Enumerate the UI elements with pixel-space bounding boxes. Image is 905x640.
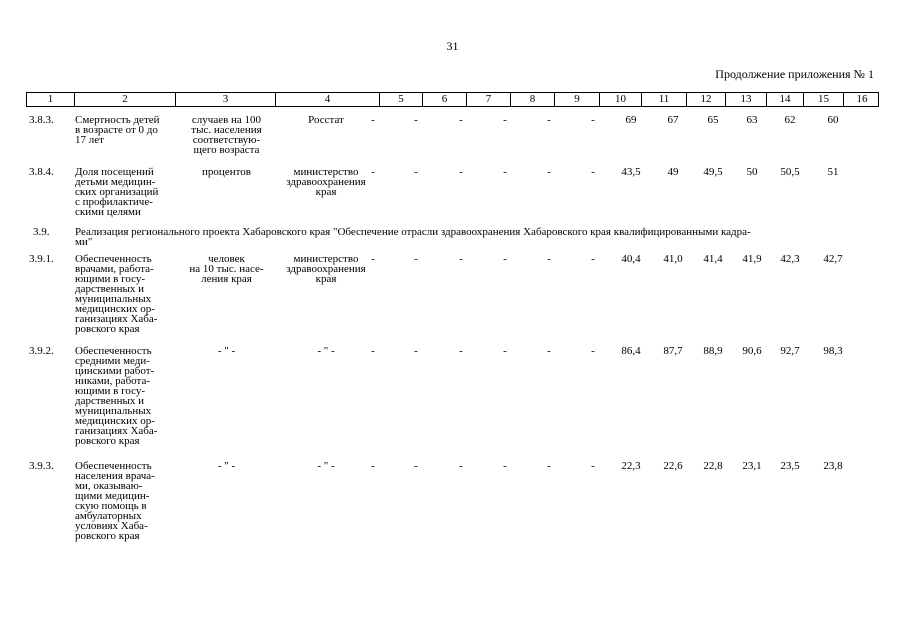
cell-line: края bbox=[315, 273, 337, 285]
cell-line: соответствую- bbox=[192, 134, 261, 146]
value-cell-col-7: - bbox=[459, 166, 463, 178]
value-cell-col-15: 50,5 bbox=[780, 166, 800, 178]
header-cell-3: 3 bbox=[175, 93, 275, 106]
value-cell-col-14: 41,9 bbox=[742, 253, 762, 265]
header-cell-7: 7 bbox=[466, 93, 510, 106]
cell-line: медицинских ор- bbox=[75, 303, 155, 315]
value-cell-col-14: 50 bbox=[746, 166, 758, 178]
header-cell-12: 12 bbox=[686, 93, 725, 106]
cell-line: ровского края bbox=[75, 435, 140, 447]
value-cell-col-12: 41,0 bbox=[663, 253, 683, 265]
cell-line: ми, оказываю- bbox=[75, 480, 143, 492]
section-number: 3.9. bbox=[33, 226, 50, 238]
cell-line: тыс. населения bbox=[191, 124, 262, 136]
header-cell-16: 16 bbox=[843, 93, 880, 106]
cell-line: ских организаций bbox=[75, 186, 159, 198]
value-cell-col-14: 63 bbox=[746, 114, 758, 126]
value-cell-col-6: - bbox=[414, 253, 418, 265]
header-cell-9: 9 bbox=[554, 93, 599, 106]
header-cell-8: 8 bbox=[510, 93, 554, 106]
cell-line: амбулаторных bbox=[75, 510, 142, 522]
indicator-name bbox=[74, 346, 174, 446]
value-cell-col-9: - bbox=[547, 114, 551, 126]
section-title-line: Реализация регионального проекта Хабаровского края "Обеспечение отрасли здравоохранения Хабаровского края квалифицированными кадра- bbox=[75, 226, 751, 238]
value-cell-col-8: - bbox=[503, 345, 507, 357]
value-cell-col-15: 42,3 bbox=[780, 253, 800, 265]
cell-line: ющими в госу- bbox=[75, 385, 146, 397]
value-cell-col-16: 60 bbox=[827, 114, 839, 126]
section-title bbox=[75, 227, 875, 247]
value-cell-col-12: 87,7 bbox=[663, 345, 683, 357]
cell-line: здравоохранения bbox=[286, 263, 366, 275]
cell-line: ровского края bbox=[75, 323, 140, 335]
cell-line: дарственных и bbox=[75, 283, 144, 295]
cell-line: здравоохранения bbox=[286, 176, 366, 188]
cell-line: муниципальных bbox=[75, 405, 152, 417]
row-number: 3.8.4. bbox=[29, 166, 54, 178]
cell-line: щего возраста bbox=[193, 144, 260, 156]
cell-line: Доля посещений bbox=[75, 166, 154, 178]
cell-line: ганизациях Хаба- bbox=[75, 313, 158, 325]
cell-line: ганизациях Хаба- bbox=[75, 425, 158, 437]
value-cell-col-9: - bbox=[547, 345, 551, 357]
header-cell-2: 2 bbox=[74, 93, 175, 106]
cell-line: детьми медицин- bbox=[75, 176, 156, 188]
cell-line: случаев на 100 bbox=[191, 114, 262, 126]
value-cell-col-10: - bbox=[591, 460, 595, 472]
value-cell-col-6: - bbox=[414, 166, 418, 178]
unit-of-measure bbox=[179, 461, 274, 471]
value-cell-col-6: - bbox=[414, 345, 418, 357]
cell-line: Обеспеченность bbox=[75, 460, 152, 472]
value-cell-col-16: 42,7 bbox=[823, 253, 843, 265]
cell-line: министерство bbox=[293, 253, 359, 265]
value-cell-col-6: - bbox=[414, 114, 418, 126]
cell-line: человек bbox=[208, 253, 245, 265]
value-cell-col-8: - bbox=[503, 166, 507, 178]
cell-line: - " - bbox=[217, 460, 236, 472]
unit-of-measure bbox=[179, 167, 274, 177]
header-cell-5: 5 bbox=[379, 93, 422, 106]
page-number: 31 bbox=[446, 39, 459, 53]
cell-line: Смертность детей bbox=[75, 114, 160, 126]
value-cell-col-9: - bbox=[547, 460, 551, 472]
section-title-line: ми" bbox=[75, 236, 93, 248]
header-cell-6: 6 bbox=[422, 93, 466, 106]
value-cell-col-13: 65 bbox=[707, 114, 719, 126]
cell-line: Росстат bbox=[308, 114, 344, 126]
value-cell-col-5: - bbox=[371, 460, 375, 472]
value-cell-col-11: 86,4 bbox=[621, 345, 641, 357]
value-cell-col-14: 90,6 bbox=[742, 345, 762, 357]
value-cell-col-13: 88,9 bbox=[703, 345, 723, 357]
cell-line: скую помощь в bbox=[75, 500, 147, 512]
value-cell-col-10: - bbox=[591, 166, 595, 178]
value-cell-col-5: - bbox=[371, 166, 375, 178]
value-cell-col-5: - bbox=[371, 114, 375, 126]
value-cell-col-5: - bbox=[371, 253, 375, 265]
value-cell-col-9: - bbox=[547, 166, 551, 178]
value-cell-col-6: - bbox=[414, 460, 418, 472]
value-cell-col-15: 92,7 bbox=[780, 345, 800, 357]
value-cell-col-11: 22,3 bbox=[621, 460, 641, 472]
value-cell-col-15: 62 bbox=[784, 114, 796, 126]
cell-line: - " - bbox=[217, 345, 236, 357]
value-cell-col-11: 43,5 bbox=[621, 166, 641, 178]
indicator-name bbox=[74, 461, 174, 541]
value-cell-col-14: 23,1 bbox=[742, 460, 762, 472]
cell-line: средними меди- bbox=[75, 355, 150, 367]
unit-of-measure bbox=[179, 254, 274, 284]
cell-line: щими медицин- bbox=[75, 490, 150, 502]
cell-line: врачами, работа- bbox=[75, 263, 154, 275]
value-cell-col-16: 98,3 bbox=[823, 345, 843, 357]
cell-line: дарственных и bbox=[75, 395, 144, 407]
value-cell-col-12: 49 bbox=[667, 166, 679, 178]
cell-line: ровского края bbox=[75, 530, 140, 542]
cell-line: населения врача- bbox=[75, 470, 155, 482]
cell-line: в возрасте от 0 до bbox=[75, 124, 158, 136]
header-cell-13: 13 bbox=[725, 93, 766, 106]
value-cell-col-11: 69 bbox=[625, 114, 637, 126]
cell-line: муниципальных bbox=[75, 293, 152, 305]
value-cell-col-5: - bbox=[371, 345, 375, 357]
table-header bbox=[26, 92, 879, 107]
header-cell-15: 15 bbox=[803, 93, 843, 106]
value-cell-col-13: 41,4 bbox=[703, 253, 723, 265]
value-cell-col-7: - bbox=[459, 253, 463, 265]
value-cell-col-16: 23,8 bbox=[823, 460, 843, 472]
cell-line: с профилактиче- bbox=[75, 196, 153, 208]
header-cell-11: 11 bbox=[641, 93, 686, 106]
indicator-name bbox=[74, 254, 174, 334]
cell-line: скими целями bbox=[75, 206, 141, 218]
row-number: 3.9.2. bbox=[29, 345, 54, 357]
value-cell-col-12: 22,6 bbox=[663, 460, 683, 472]
cell-line: на 10 тыс. насе- bbox=[189, 263, 264, 275]
cell-line: медицинских ор- bbox=[75, 415, 155, 427]
cell-line: цинскими работ- bbox=[75, 365, 155, 377]
value-cell-col-8: - bbox=[503, 253, 507, 265]
value-cell-col-10: - bbox=[591, 114, 595, 126]
value-cell-col-8: - bbox=[503, 460, 507, 472]
value-cell-col-12: 67 bbox=[667, 114, 679, 126]
appendix-label: Продолжение приложения № 1 bbox=[715, 67, 874, 81]
value-cell-col-8: - bbox=[503, 114, 507, 126]
cell-line: - " - bbox=[317, 460, 335, 472]
value-cell-col-13: 49,5 bbox=[703, 166, 723, 178]
value-cell-col-10: - bbox=[591, 345, 595, 357]
header-cell-1: 1 bbox=[47, 93, 54, 105]
value-cell-col-7: - bbox=[459, 114, 463, 126]
value-cell-col-11: 40,4 bbox=[621, 253, 641, 265]
header-cell-10: 10 bbox=[599, 93, 641, 106]
row-number: 3.9.1. bbox=[29, 253, 54, 265]
value-cell-col-10: - bbox=[591, 253, 595, 265]
header-cell-4: 4 bbox=[275, 93, 379, 106]
value-cell-col-7: - bbox=[459, 460, 463, 472]
cell-line: Обеспеченность bbox=[75, 253, 152, 265]
indicator-name bbox=[74, 167, 174, 217]
cell-line: процентов bbox=[202, 166, 251, 178]
cell-line: Обеспеченность bbox=[75, 345, 152, 357]
cell-line: - " - bbox=[317, 345, 335, 357]
cell-line: края bbox=[315, 186, 337, 198]
unit-of-measure bbox=[179, 115, 274, 155]
cell-line: 17 лет bbox=[75, 134, 104, 146]
unit-of-measure bbox=[179, 346, 274, 356]
value-cell-col-16: 51 bbox=[827, 166, 839, 178]
cell-line: министерство bbox=[293, 166, 359, 178]
indicator-name bbox=[74, 115, 174, 145]
value-cell-col-15: 23,5 bbox=[780, 460, 800, 472]
value-cell-col-9: - bbox=[547, 253, 551, 265]
cell-line: условиях Хаба- bbox=[75, 520, 148, 532]
value-cell-col-13: 22,8 bbox=[703, 460, 723, 472]
cell-line: никами, работа- bbox=[75, 375, 151, 387]
row-number: 3.9.3. bbox=[29, 460, 54, 472]
header-cell-14: 14 bbox=[766, 93, 803, 106]
row-number: 3.8.3. bbox=[29, 114, 54, 126]
value-cell-col-7: - bbox=[459, 345, 463, 357]
cell-line: ления края bbox=[201, 273, 252, 285]
cell-line: ющими в госу- bbox=[75, 273, 146, 285]
